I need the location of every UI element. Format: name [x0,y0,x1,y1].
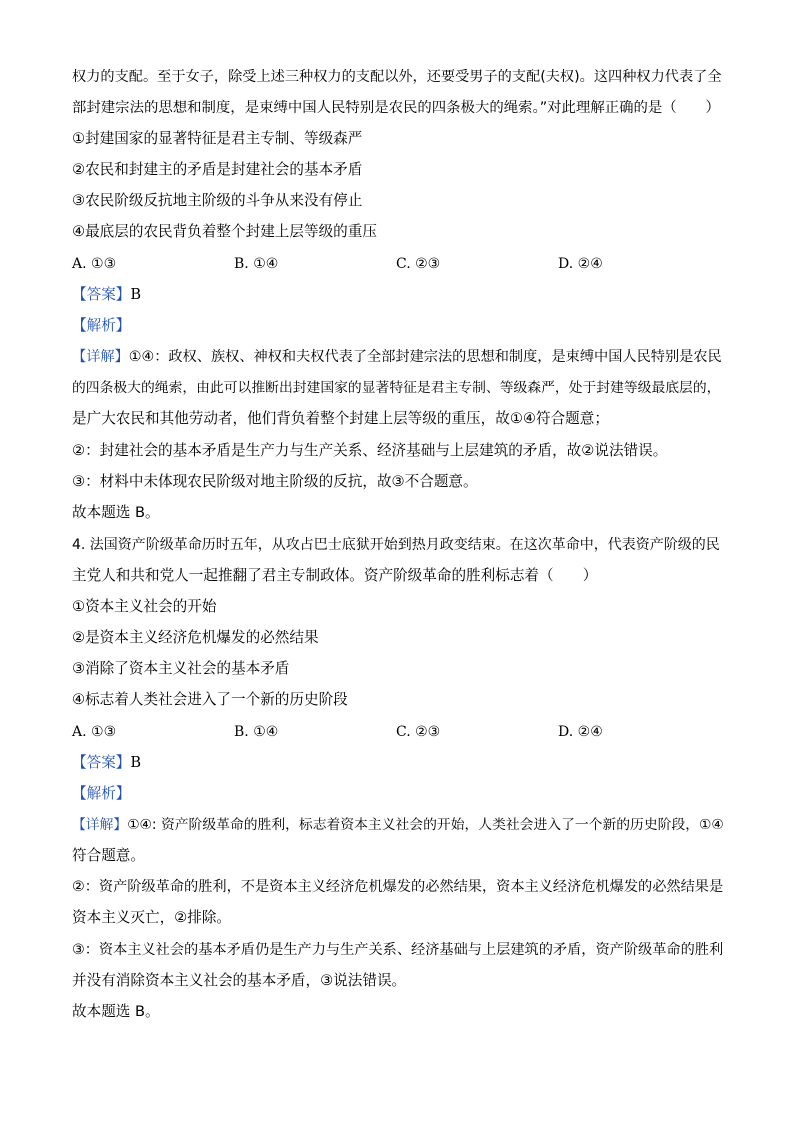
detail-label: 【详解】 [72,817,128,833]
detail-line: 资本主义灭亡，②排除。 [72,909,232,926]
conclusion-line: 故本题选 B。 [72,504,160,521]
option-a: A. ①③ [72,724,117,740]
statement-2: ②农民和封建主的矛盾是封建社会的基本矛盾 [72,161,363,178]
answer-line [72,285,724,305]
detail-label: 【详解】 [72,349,129,365]
question-stem-line: 权力的支配。至于女子，除受上述三种权力的支配以外，还要受男子的支配(夫权)。这四种权力代表了全 [72,69,722,85]
option-c: C. ②③ [396,724,441,740]
detail-line: ②：封建社会的基本矛盾是生产力与生产关系、经济基础与上层建筑的矛盾，故②说法错误。 [72,442,668,459]
answer-value: B [130,754,142,771]
detail-line: ②：资产阶级革命的胜利，不是资本主义经济危机爆发的必然结果，资本主义经济危机爆发的必然结果是 [72,879,724,895]
analysis-heading [72,316,724,336]
answer-label: 【答案】 [72,286,131,303]
analysis-heading [72,784,724,804]
conclusion-line: 故本题选 B。 [72,1003,160,1020]
detail-line: 是广大农民和其他劳动者，他们背负着整个封建上层等级的重压，故①④符合题意； [72,410,609,427]
statement-4: ④最底层的农民背负着整个封建上层等级的重压 [72,223,377,240]
statement-3: ③农民阶级反抗地主阶级的斗争从来没有停止 [72,192,363,209]
analysis-label: 【解析】 [72,317,131,334]
statement-2: ②是资本主义经济危机爆发的必然结果 [72,629,319,646]
answer-line [72,753,724,773]
detail-line: 符合题意。 [72,847,145,864]
statement-3: ③消除了资本主义社会的基本矛盾 [72,660,290,677]
detail-line: 【详解】①④: 资产阶级革命的胜利，标志着资本主义社会的开始，人类社会进入了一个新的历史阶段，①④ [72,817,724,833]
answer-value: B [130,286,142,303]
detail-line: 并没有消除资本主义社会的基本矛盾，③说法错误。 [72,972,407,989]
question-stem-line: 部封建宗法的思想和制度，是束缚中国人民特别是农民的四条极大的绳索。”对此理解正确的是（ ） [72,100,720,116]
statement-1: ①封建国家的显著特征是君主专制、等级森严 [72,130,363,147]
detail-line: ③：资本主义社会的基本矛盾仍是生产力与生产关系、经济基础与上层建筑的矛盾，资产阶级革命的胜利 [72,942,724,958]
statement-4: ④标志着人类社会进入了一个新的历史阶段 [72,691,348,708]
detail-line: 【详解】①④：政权、族权、神权和夫权代表了全部封建宗法的思想和制度，是束缚中国人民特别是农民 [72,349,722,365]
detail-line: ③：材料中未体现农民阶级对地主阶级的反抗，故③不合题意。 [72,473,478,490]
option-c: C. ②③ [396,256,441,272]
answer-label: 【答案】 [72,754,131,771]
option-d: D. ②④ [558,724,603,740]
option-b: B. ①④ [234,256,279,272]
option-d: D. ②④ [558,256,603,272]
answer-options [72,254,722,274]
answer-options [72,722,722,742]
option-a: A. ①③ [72,256,117,272]
statement-1: ①资本主义社会的开始 [72,598,217,615]
analysis-label: 【解析】 [72,785,131,802]
detail-line: 的四条极大的绳索，由此可以推断出封建国家的显著特征是君主专制、等级森严，处于封建等级最底层的， [72,380,721,396]
question-stem-line: 主党人和共和党人一起推翻了君主专制政体。资产阶级革命的胜利标志着（ ） [72,567,598,584]
option-b: B. ①④ [234,724,279,740]
question-stem-line: 4. 法国资产阶级革命历时五年，从攻占巴士底狱开始到热月政变结束。在这次革命中，代表资产阶级的民 [72,537,720,553]
